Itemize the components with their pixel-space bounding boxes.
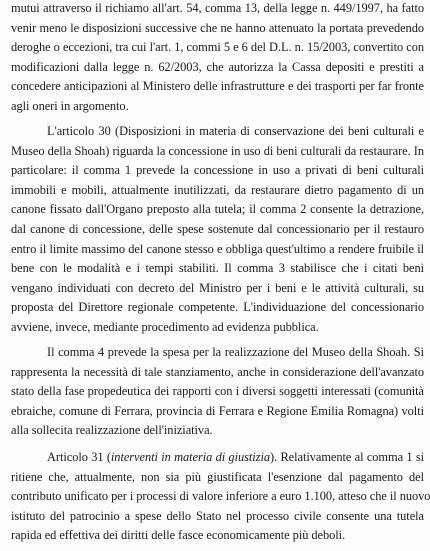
text-line: Il comma 4 prevede la spesa per la realizzazione del Museo della Shoah. Si <box>47 345 424 359</box>
text-line <box>11 448 424 468</box>
paragraph-2 <box>11 122 424 338</box>
text-line: immobili e mobili, attualmente inutilizzati, da restaurare dietro pagamento di un <box>11 182 424 197</box>
text-line: canone fissato dall'Organo preposto alla tutela; il comma 2 consente la detrazione, <box>11 202 424 217</box>
article-title-italic: interventi in materia di giustizia <box>110 450 270 464</box>
text-line: L'articolo 30 (Disposizioni in materia di conservazione dei beni culturali e <box>47 124 424 138</box>
text-line: bene con le modalità e i tempi stabiliti. Il comma 3 stabilisce che i citati beni <box>11 261 424 276</box>
text-line: rapida ed effettiva dei diritti delle fasce economicamente più deboli. <box>11 528 346 543</box>
paragraph-1 <box>11 0 424 117</box>
article-lead-text: Articolo 31 ( <box>47 450 111 464</box>
text-line: entro il limite massimo del canone stesso e obbliga quest'ultimo a rendere fruibile il <box>11 241 424 256</box>
text-line: Museo della Shoah) riguarda la concessione in uso di beni culturali da restaurare. In <box>11 143 424 158</box>
text-line: mutui attraverso il richiamo all'art. 54, comma 13, della legge n. 449/1997, ha fatto <box>11 1 424 15</box>
text-line: venir meno le disposizioni successive che ne hanno attenuato la portata prevedendo <box>11 20 424 35</box>
text-line: stato della fase propedeutica dei rapporti con i diversi soggetti interessati (comunità <box>11 384 424 399</box>
text-line: concedere anticipazioni al Ministero delle infrastrutture e dei trasporti per far fronte <box>11 79 424 94</box>
text-line: istituto del patrocinio a spese dello Stato nel processo civile consente una tutela <box>11 508 424 523</box>
text-line: ritiene che, attualmente, non sia più giustificata l'esenzione dal pagamento del <box>11 469 424 484</box>
text-line: alla sollecita realizzazione dell'iniziativa. <box>11 423 213 438</box>
paragraph-4 <box>11 448 430 546</box>
text-line: rappresenta la necessità di tale stanziamento, anche in considerazione dell'avanzato <box>11 364 424 379</box>
text-line: proposta del Direttore regionale competente. L'individuazione del concessionario <box>11 300 424 315</box>
text-line: modificazioni dalla legge n. 62/2003, che autorizza la Cassa depositi e prestiti a <box>11 59 424 74</box>
text-line: avviene, invece, mediante procedimento ad evidenza pubblica. <box>11 319 319 334</box>
text-line: agli oneri in argomento. <box>11 98 129 113</box>
text-line: ebraiche, comune di Ferrara, provincia di Ferrara e Regione Emilia Romagna) volti <box>11 403 424 418</box>
paragraph-3 <box>11 343 424 441</box>
text-line: particolare: il comma 1 prevede la concessione in uso a privati di beni culturali <box>11 163 424 178</box>
text-line: contributo unificato per i processi di valore inferiore a euro 1.100, atteso che il nuovo <box>11 489 430 504</box>
article-lead-tail: ). Relativamente al comma 1 si <box>270 450 425 464</box>
text-line: vengano individuati con decreto del Ministro per i beni e le attività culturali, su <box>11 280 424 295</box>
text-line: dal canone di concessione, delle spese sostenute dal concessionario per il restauro <box>11 221 424 236</box>
text-line: deroghe o eccezioni, tra cui l'art. 1, commi 5 e 6 del D.L. n. 15/2003, convertito con <box>11 40 424 55</box>
